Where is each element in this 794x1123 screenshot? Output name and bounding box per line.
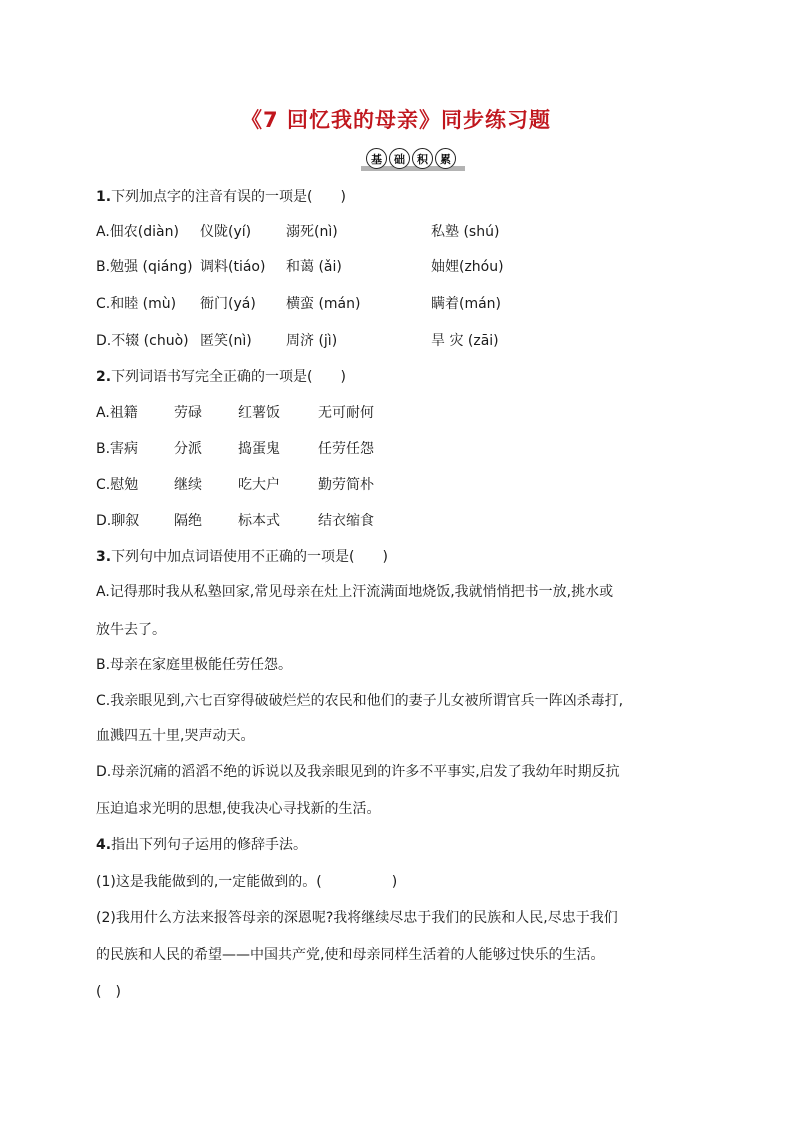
option-cell: 标本式 [238,513,280,529]
q2-option-a [96,402,374,422]
q1-option-b [96,256,504,276]
page-title: 《7 回忆我的母亲》同步练习题 [241,108,551,132]
q1-option-a [96,221,499,241]
option-cell: 瞒着(mán) [431,296,502,312]
option-cell: A.佃农(diàn) [96,224,179,240]
q3-line: 放牛去了。 [96,622,166,638]
option-cell: B.勉强 (qiáng) [96,259,193,275]
option-cell: A.祖籍 [96,405,138,421]
option-cell: 吃大户 [238,477,280,493]
q3-line: 血溅四五十里,哭声动天。 [96,728,255,744]
q4-line: (1)这是我能做到的,一定能做到的。( ) [96,874,398,890]
q2-option-b [96,438,374,458]
option-cell: 旱 灾 (zāi) [431,333,499,349]
option-cell: 任劳任怨 [318,441,374,457]
q3-line: A.记得那时我从私塾回家,常见母亲在灶上汗流满面地烧饭,我就悄悄把书一放,挑水或 [96,584,614,600]
option-cell: C.和睦 (mù) [96,296,177,312]
option-cell: 仪陇(yí) [200,224,252,240]
option-cell: D.聊叙 [96,513,140,529]
option-cell: 红薯饭 [238,405,280,421]
option-cell: 劳碌 [174,405,202,421]
q3-line: D.母亲沉痛的滔滔不绝的诉说以及我亲眼见到的许多不平事实,启发了我幼年时期反抗 [96,764,620,780]
q4-line: (2)我用什么方法来报答母亲的深恩呢?我将继续尽忠于我们的民族和人民,尽忠于我们 [96,910,618,926]
q2-option-c [96,474,374,494]
option-cell: 无可耐何 [318,405,374,421]
option-cell: 继续 [174,477,202,493]
option-cell: 匿笑(nì) [200,333,252,349]
q2-option-d [96,510,374,530]
option-cell: 勤劳简朴 [318,477,374,493]
question-number: 3. [96,549,112,565]
question-3-stem: 3.下列句中加点词语使用不正确的一项是( ) [96,549,388,565]
section-badge [361,148,465,174]
question-1-stem: 1.下列加点字的注音有误的一项是( ) [96,189,346,205]
q1-option-d [96,330,499,350]
question-number: 2. [96,369,112,385]
option-cell: 结衣缩食 [318,513,374,529]
question-number: 4. [96,837,112,853]
option-cell: 捣蛋鬼 [238,441,280,457]
option-cell: B.害病 [96,441,139,457]
q3-line: C.我亲眼见到,六七百穿得破破烂烂的农民和他们的妻子儿女被所谓官兵一阵凶杀毒打, [96,693,624,709]
option-cell: 周济 (jì) [286,333,338,349]
option-cell: C.慰勉 [96,477,139,493]
option-cell: 调料(tiáo) [200,259,266,275]
option-cell: 隔绝 [174,513,202,529]
badge-char: 基 [366,148,387,169]
q4-line: ( ) [96,984,121,1000]
option-cell: 分派 [174,441,202,457]
option-cell: 溺死(nì) [286,224,338,240]
question-4-stem: 4.指出下列句子运用的修辞手法。 [96,837,308,853]
q3-line: B.母亲在家庭里极能任劳任怨。 [96,657,293,673]
question-number: 1. [96,189,112,205]
option-cell: 私塾 (shú) [431,224,500,240]
option-cell: 横蛮 (mán) [286,296,361,312]
option-cell: 和蔼 (ǎi) [286,259,342,275]
question-2-stem: 2.下列词语书写完全正确的一项是( ) [96,369,346,385]
q4-line: 的民族和人民的希望——中国共产党,使和母亲同样生活着的人能够过快乐的生活。 [96,947,605,963]
badge-char: 积 [412,148,433,169]
badge-char: 础 [389,148,410,169]
q1-option-c [96,293,501,313]
q3-line: 压迫追求光明的思想,使我决心寻找新的生活。 [96,801,381,817]
badge-char: 累 [435,148,456,169]
option-cell: D.不辍 (chuò) [96,333,189,349]
option-cell: 妯娌(zhóu) [431,259,504,275]
option-cell: 衙门(yá) [200,296,256,312]
